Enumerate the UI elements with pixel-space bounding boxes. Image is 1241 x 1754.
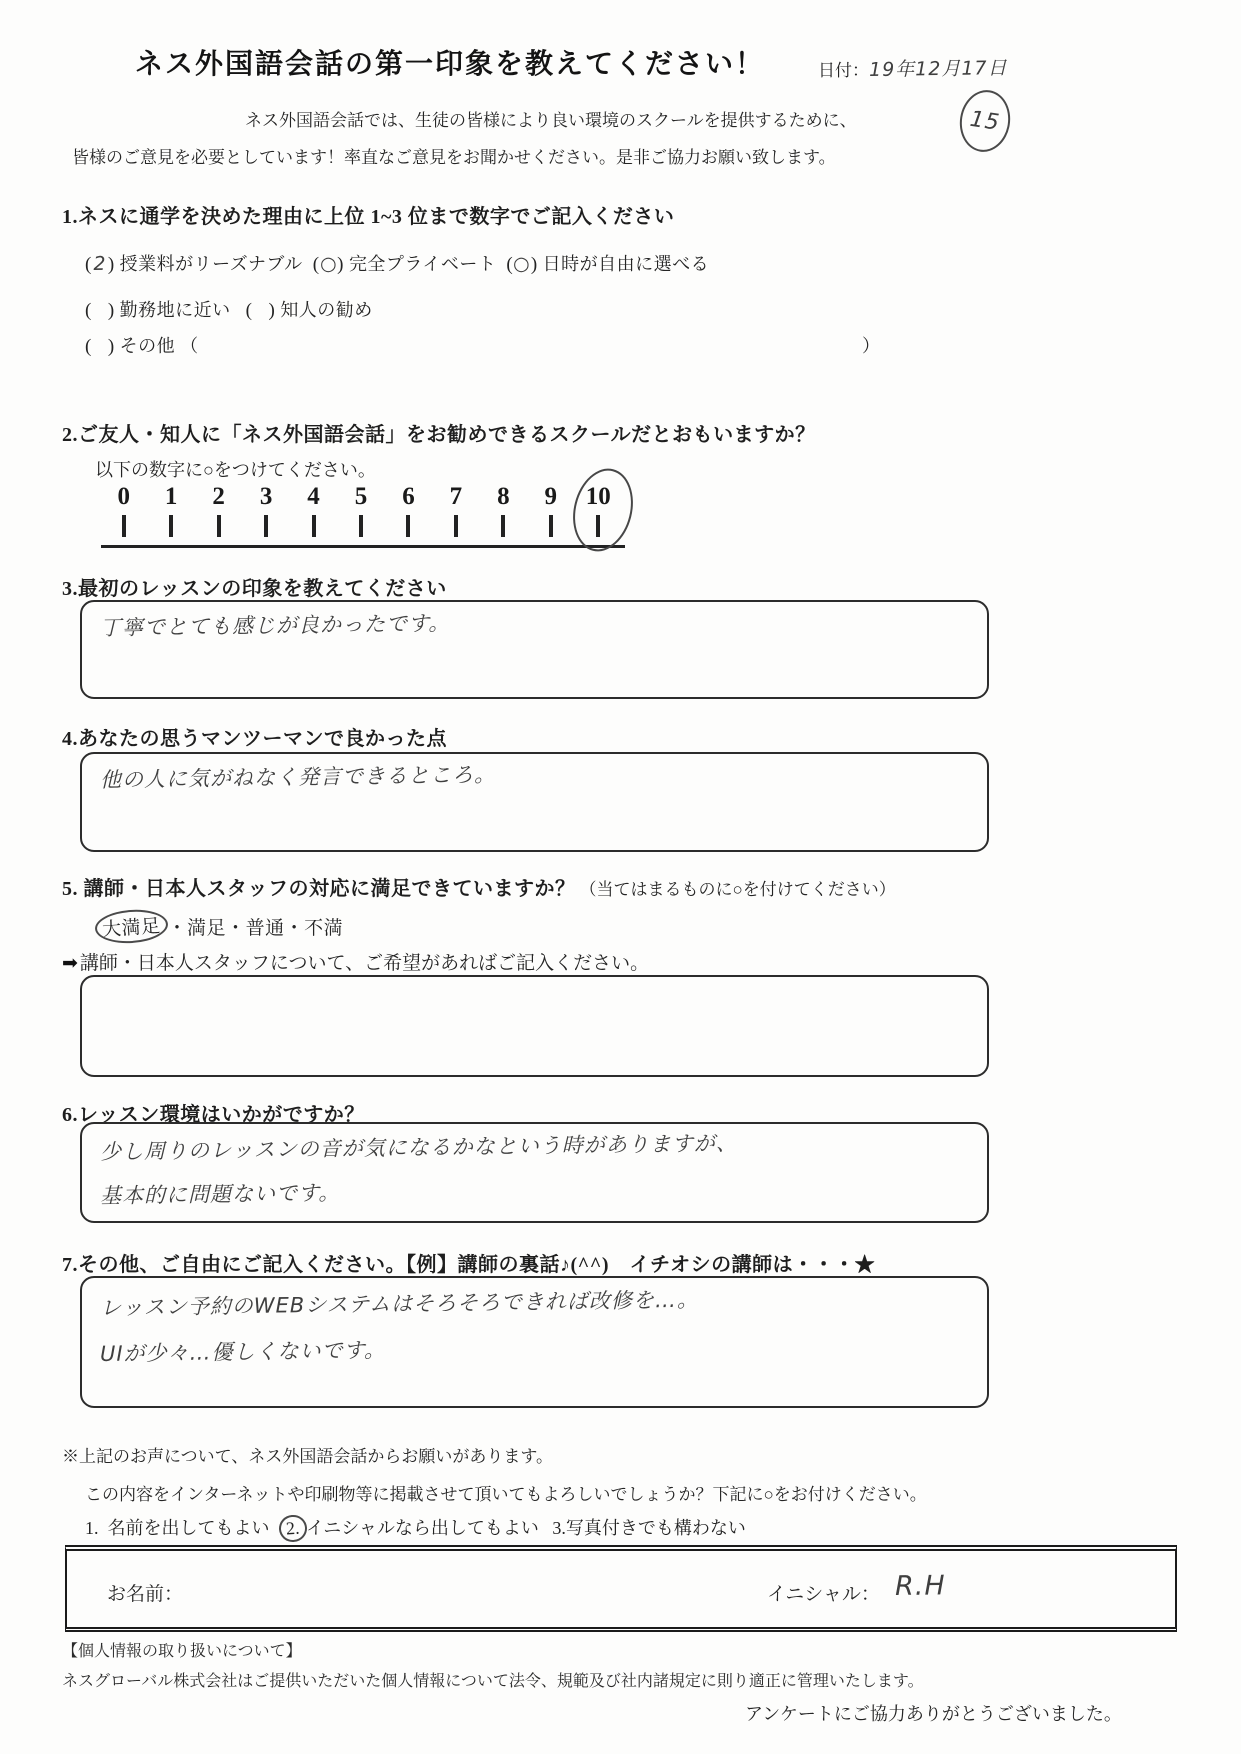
intro-line2: 皆様のご意見を必要としています！率直なご意見をお聞かせください。是非ご協力お願い致します。 bbox=[72, 148, 836, 167]
scale-tick bbox=[359, 515, 363, 537]
q1-option5-label: 知人の勧め bbox=[280, 300, 373, 320]
paren-close: ) bbox=[268, 300, 276, 321]
separator-dot: ・ bbox=[167, 918, 188, 939]
q5-heading-note: （当てはまるものに○を付けてください） bbox=[579, 880, 896, 899]
form-title: ネス外国語会話の第一印象を教えてください！ bbox=[135, 49, 766, 80]
q1-options-row2 bbox=[85, 296, 373, 322]
q1-option6-label: その他 bbox=[119, 336, 176, 356]
paren-open: ( bbox=[85, 254, 92, 275]
scale-tick bbox=[549, 515, 553, 537]
q5-followup-label: 講師・日本人スタッフについて、ご希望があればご記入ください。 bbox=[79, 953, 650, 974]
selected-score-circle bbox=[565, 462, 642, 558]
q5-option-fuman: 不満 bbox=[304, 918, 344, 939]
scale-number: 0 bbox=[117, 483, 130, 510]
q7-heading: 7.その他、ご自由にご記入ください。【例】講師の裏話♪(^^) イチオシの講師は・・・★ bbox=[62, 1254, 876, 1276]
q1-options-row3 bbox=[85, 332, 199, 358]
consent-option2-label: イニシャルなら出してもよい bbox=[306, 1518, 539, 1538]
date-label: 日付： bbox=[818, 61, 869, 80]
q1-options-row1 bbox=[85, 250, 709, 276]
q3-answer-handwritten: 丁寧でとても感じが良かったです。 bbox=[99, 611, 451, 640]
separator-dot: ・ bbox=[284, 918, 305, 939]
paren-open: ( bbox=[85, 336, 92, 357]
paren-open: ( bbox=[245, 300, 253, 321]
q5-heading: 5. 講師・日本人スタッフの対応に満足できていますか？ bbox=[62, 878, 576, 900]
q1-other-close-paren: ） bbox=[862, 336, 881, 356]
q2-heading: 2.ご友人・知人に「ネス外国語会話」をお勧めできるスクールだとおもいますか？ bbox=[62, 424, 816, 446]
q6-answer-box bbox=[80, 1122, 989, 1223]
initial-label: イニシャル： bbox=[767, 1584, 880, 1605]
scale-number: 9 bbox=[544, 483, 558, 510]
scale-cell bbox=[527, 483, 574, 537]
scale-tick bbox=[217, 515, 221, 537]
scale-number: 3 bbox=[259, 483, 273, 510]
scale-tick bbox=[312, 515, 316, 537]
privacy-text: ネスグローバル株式会社はご提供いただいた個人情報について法令、規範及び社内諸規定に則り適正に管理いたします。 bbox=[62, 1673, 924, 1690]
scale-number: 5 bbox=[354, 483, 368, 510]
recommend-scale bbox=[100, 483, 622, 537]
scale-cell bbox=[290, 483, 337, 537]
thanks-text: アンケートにご協力ありがとうございました。 bbox=[745, 1704, 1122, 1724]
separator-dot: ・ bbox=[226, 918, 246, 939]
scale-cell bbox=[147, 483, 194, 537]
paren-open: ( bbox=[312, 254, 320, 275]
consent-option1-num: 1. bbox=[85, 1518, 99, 1538]
scale-cell bbox=[337, 483, 384, 537]
q5-option-manzoku: 満足 bbox=[187, 918, 227, 939]
q1-heading: 1.ネスに通学を決めた理由に上位 1~3 位まで数字でご記入ください bbox=[62, 206, 675, 228]
scale-tick bbox=[264, 515, 268, 537]
scale-cell bbox=[242, 483, 289, 537]
date-value-handwritten: 19年12月17日 bbox=[868, 57, 1008, 81]
consent-option1-label: 名前を出してもよい bbox=[107, 1518, 270, 1538]
q1-other-open-paren: （ bbox=[180, 336, 199, 356]
q5-answer-box bbox=[80, 975, 989, 1077]
scale-tick bbox=[501, 515, 505, 537]
q6-heading: 6.レッスン環境はいかがですか？ bbox=[62, 1104, 365, 1126]
consent-options bbox=[85, 1514, 746, 1542]
paren-close: ) bbox=[337, 254, 344, 275]
q5-followup-row bbox=[62, 948, 649, 975]
q4-answer-handwritten: 他の人に気がねなく発言できるところ。 bbox=[99, 762, 497, 792]
scale-tick bbox=[406, 515, 410, 537]
paren-close: ) bbox=[107, 300, 115, 321]
q5-option-daimanzoku: 大満足 bbox=[94, 908, 169, 946]
q1-option3-label: 日時が自由に選べる bbox=[542, 254, 710, 274]
q1-option2-label: 完全プライベート bbox=[348, 254, 497, 274]
q7-answer-line1: レッスン予約のWEBシステムはそろそろできれば改修を…。 bbox=[99, 1287, 700, 1320]
consent-option2-num-circled: 2. bbox=[278, 1514, 307, 1543]
q5-satisfaction-options bbox=[95, 910, 343, 943]
q1-option4-label: 勤務地に近い bbox=[119, 300, 231, 320]
q1-option3-mark: ○ bbox=[513, 252, 531, 275]
scale-number: 2 bbox=[212, 483, 225, 510]
scale-cell bbox=[432, 483, 479, 537]
date-row bbox=[818, 55, 1008, 82]
q4-heading: 4.あなたの思うマンツーマンで良かった点 bbox=[62, 728, 447, 750]
scale-baseline bbox=[101, 545, 625, 548]
name-initial-box bbox=[65, 1545, 1177, 1632]
q6-answer-line2: 基本的に問題ないです。 bbox=[99, 1180, 341, 1208]
scale-number: 10 bbox=[585, 483, 611, 510]
arrow-icon: ➡ bbox=[62, 953, 78, 974]
paren-open: ( bbox=[85, 300, 92, 321]
scale-tick bbox=[169, 515, 173, 537]
scale-cell bbox=[480, 483, 527, 537]
paren-close: ) bbox=[107, 336, 115, 357]
consent-note: ※上記のお声について、ネス外国語会話からお願いがあります。 bbox=[62, 1447, 553, 1466]
scale-number: 4 bbox=[307, 483, 320, 510]
q4-answer-box bbox=[80, 752, 989, 852]
name-label: お名前： bbox=[107, 1584, 184, 1605]
scale-cell bbox=[195, 483, 242, 537]
q1-option1-mark: 2 bbox=[93, 252, 107, 275]
q7-answer-box bbox=[80, 1276, 989, 1408]
page-number: 15 bbox=[968, 106, 1002, 136]
consent-question: この内容をインターネットや印刷物等に掲載させて頂いてもよろしいでしょうか？下記に○をお付けください。 bbox=[85, 1485, 927, 1504]
scale-tick bbox=[454, 515, 458, 537]
page-number-circle bbox=[955, 86, 1014, 155]
paren-close: ) bbox=[107, 254, 115, 275]
q3-heading: 3.最初のレッスンの印象を教えてください bbox=[62, 578, 447, 600]
q1-option1-label: 授業料がリーズナブル bbox=[119, 254, 303, 274]
scale-number: 6 bbox=[402, 483, 415, 510]
scale-cell bbox=[100, 483, 147, 537]
consent-option3-label: 写真付きでも構わない bbox=[565, 1518, 746, 1538]
scale-number: 1 bbox=[164, 483, 178, 510]
q5-heading-row bbox=[62, 872, 896, 901]
consent-option3-num: 3. bbox=[552, 1518, 566, 1538]
q5-option-futsuu: 普通 bbox=[245, 918, 285, 939]
scale-number: 8 bbox=[497, 483, 510, 510]
initial-value-handwritten: R.H bbox=[894, 1570, 946, 1602]
q7-answer-line2: UIが少々…優しくないです。 bbox=[99, 1338, 387, 1366]
intro-line1: ネス外国語会話では、生徒の皆様により良い環境のスクールを提供するために、 bbox=[245, 111, 857, 130]
scale-number: 7 bbox=[449, 483, 463, 510]
privacy-title: 【個人情報の取り扱いについて】 bbox=[62, 1643, 302, 1660]
q2-instruction: 以下の数字に○をつけてください。 bbox=[95, 460, 376, 480]
scale-tick bbox=[122, 515, 126, 537]
q3-answer-box bbox=[80, 600, 989, 699]
paren-open: ( bbox=[506, 254, 514, 275]
q1-option2-mark: ○ bbox=[319, 252, 338, 275]
scale-cell bbox=[385, 483, 432, 537]
q6-answer-line1: 少し周りのレッスンの音が気になるかなという時がありますが、 bbox=[99, 1131, 738, 1164]
paren-close: ) bbox=[530, 254, 538, 275]
